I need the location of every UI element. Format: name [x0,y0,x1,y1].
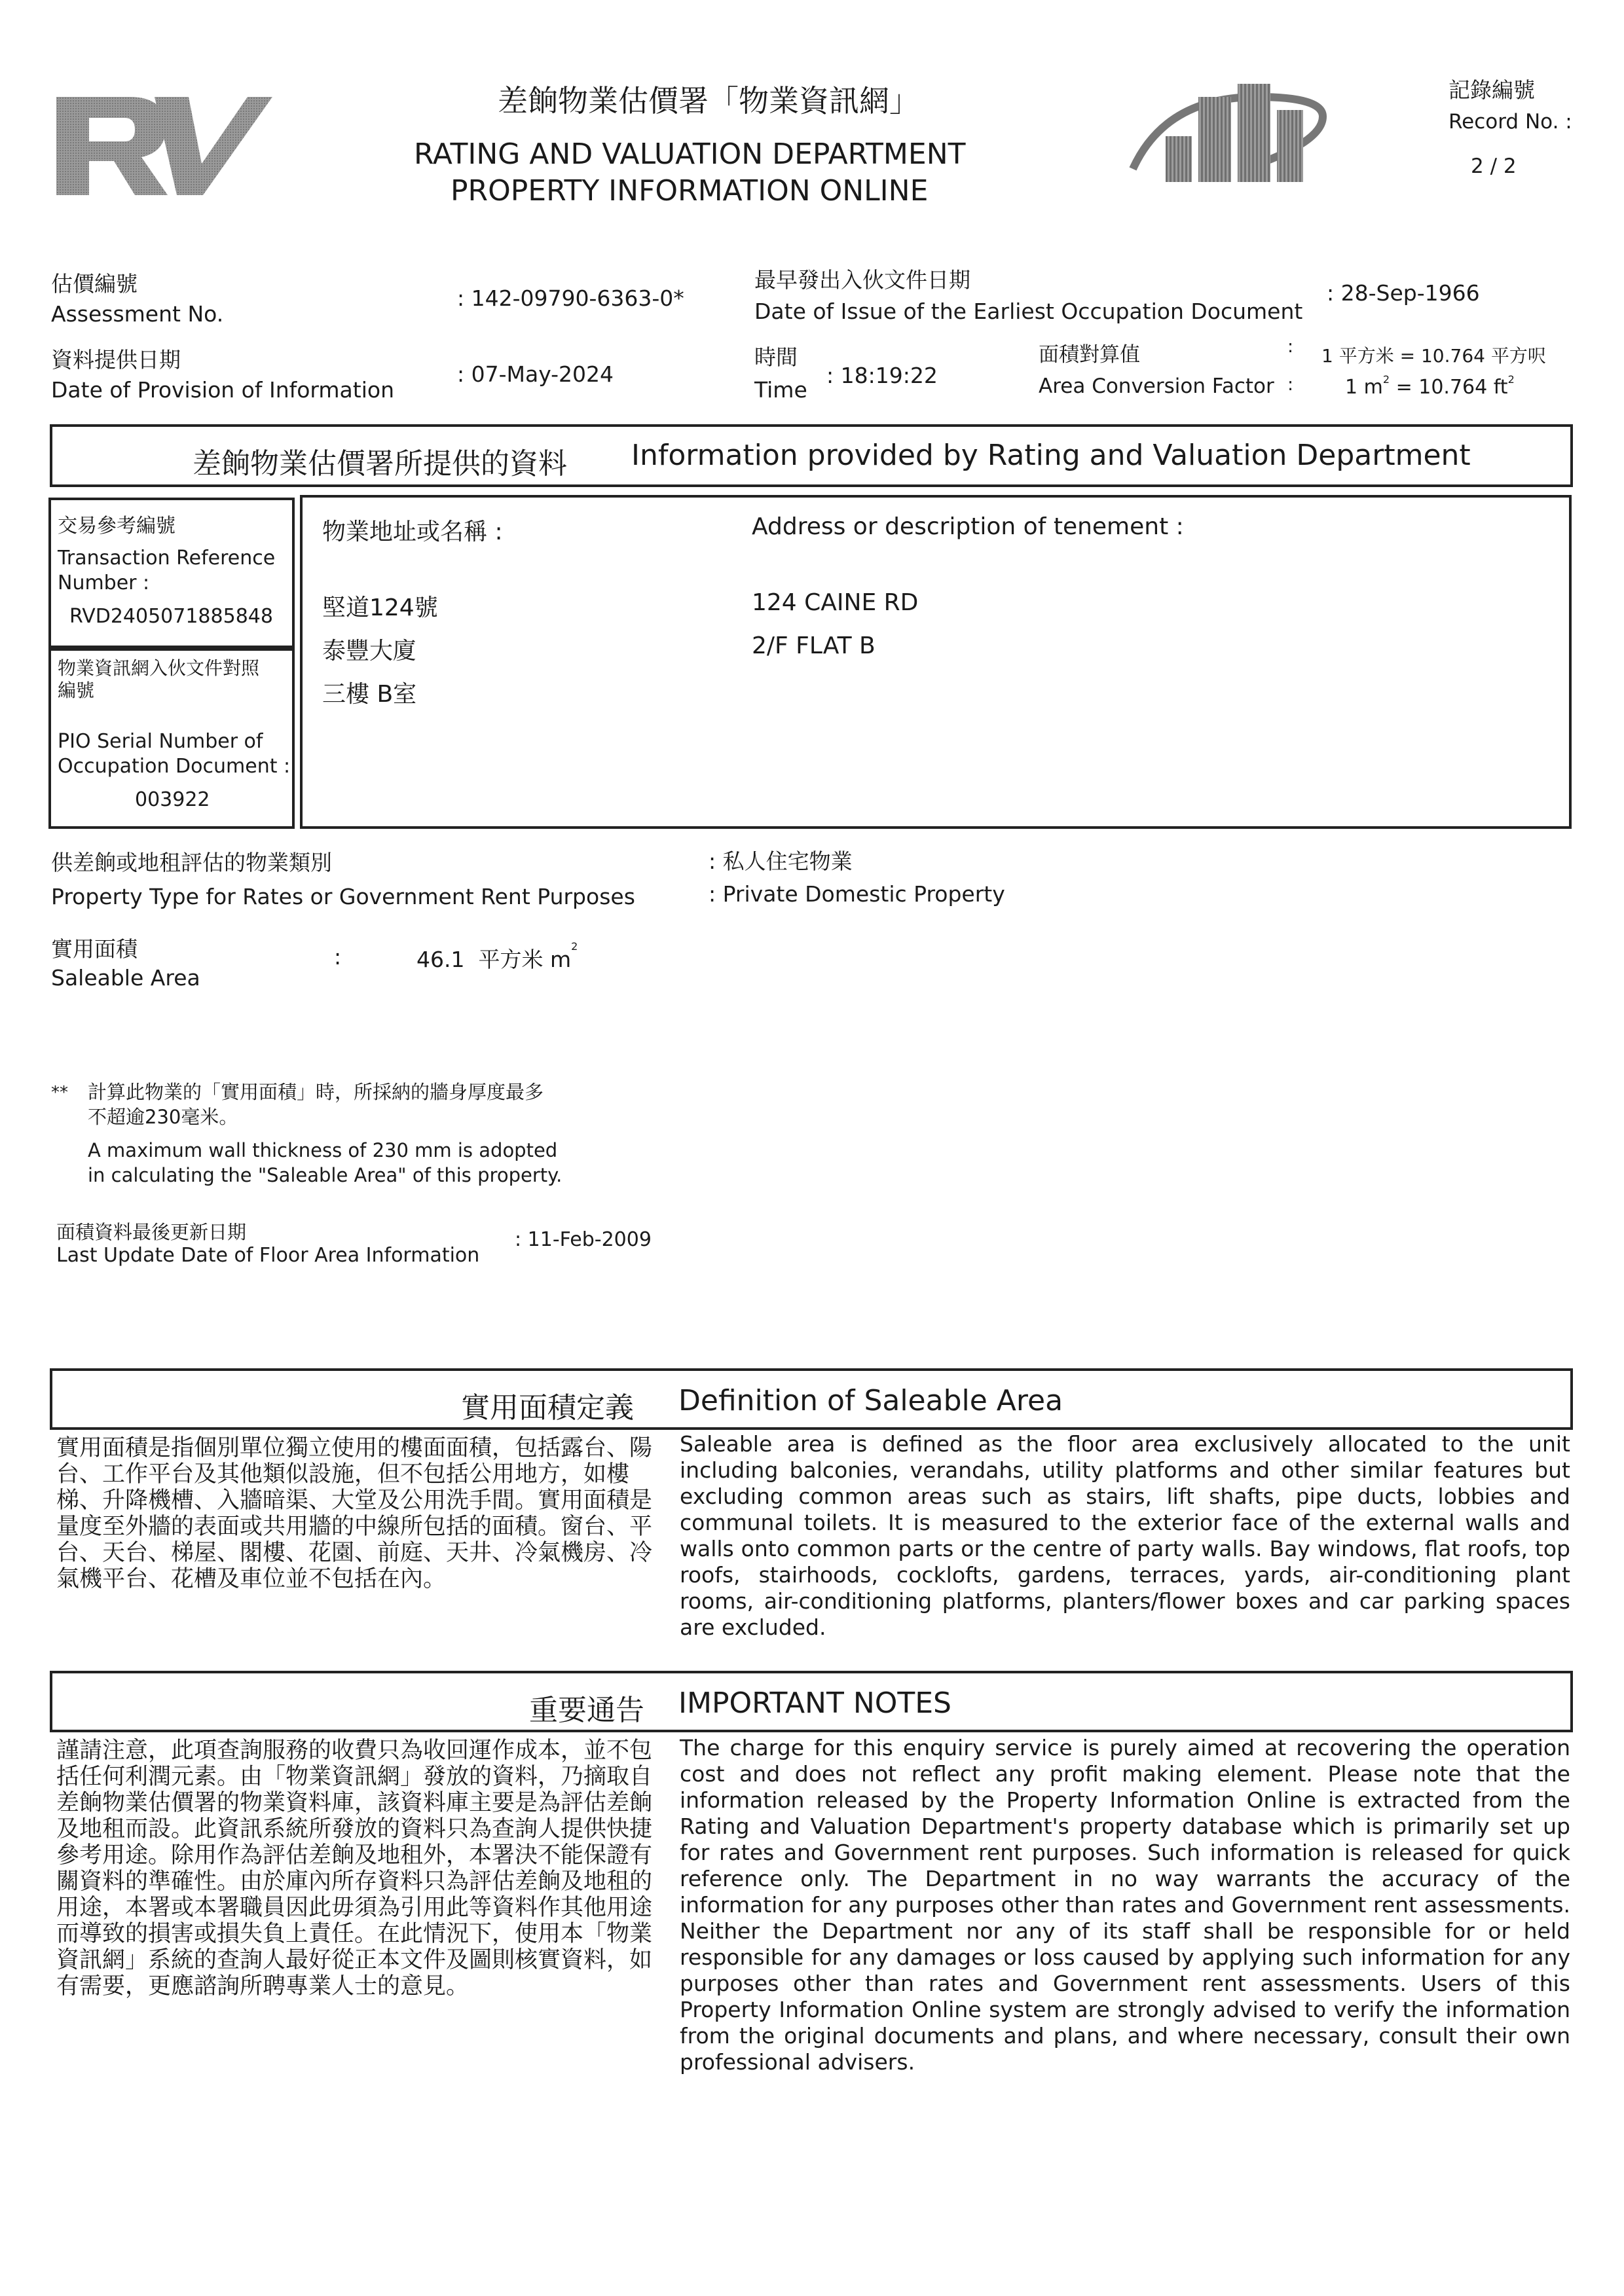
update-value: : 11-Feb-2009 [515,1228,652,1251]
definition-heading-en: Definition of Saleable Area [678,1384,1063,1417]
saleable-area-label-en: Saleable Area [51,965,200,991]
occupation-label-zh: 最早發出入伙文件日期 [754,267,970,293]
assessment-value: : 142-09790-6363-0* [457,285,684,311]
header-title-en-1: RATING AND VALUATION DEPARTMENT [414,137,966,171]
conversion-colon-1: : [1287,337,1294,357]
address-zh-line-3: 三樓 B室 [322,681,417,708]
notes-heading-en: IMPORTANT NOTES [678,1686,951,1720]
area-unit: 平方米 m [478,947,572,972]
update-label-zh: 面積資料最後更新日期 [56,1221,247,1243]
occupation-value: : 28-Sep-1966 [1327,280,1480,306]
time-label-en: Time [754,377,807,403]
txn-value: RVD2405071885848 [69,605,273,628]
definition-body-en: Saleable area is defined as the floor area exclusively allocated to the unit including balconies, verandahs, utility platforms and other similar features but excluding common areas such as stairs, lift shafts, pipe ducts, lobbies and communal toilets. It is measured to the exterior face of the external walls and walls onto common parts or the centre of party walls. Bay windows, flat roofs, top roofs, stairhoods, cocklofts, gardens, terraces, yards, air-conditioning plant rooms, air-conditioning platforms, planters/flower boxes and car parking spaces are excluded. [680,1431,1570,1640]
pio-serial-box [48,648,295,829]
saleable-area-label-zh: 實用面積 [51,936,138,962]
occupation-label-en: Date of Issue of the Earliest Occupation Document [754,299,1303,324]
address-zh-line-2: 泰豐大廈 [322,638,417,665]
sup-2: 2 [1382,373,1390,386]
conversion-en-b: = 10.764 ft [1390,376,1508,399]
rv-logo-icon [51,92,274,200]
conversion-label-zh: 面積對算值 [1039,343,1140,367]
rvd-section-heading-box [50,424,1573,487]
provision-value: : 07-May-2024 [457,361,614,387]
header-title-en-2: PROPERTY INFORMATION ONLINE [451,174,929,208]
time-value: : 18:19:22 [826,363,938,388]
note-mark: ** [51,1083,68,1102]
property-type-value-zh: : 私人住宅物業 [709,848,853,874]
conversion-value-en [1345,373,1515,399]
property-type-label-zh: 供差餉或地租評估的物業類別 [51,850,332,875]
address-zh-line-1: 堅道124號 [322,594,438,621]
property-type-label-en: Property Type for Rates or Government Rent Purposes [51,884,635,909]
note-zh-1: 計算此物業的「實用面積」時，所採納的牆身厚度最多 [88,1081,544,1103]
record-label-zh: 記錄編號 [1449,77,1535,103]
note-zh-2: 不超逾230毫米。 [88,1106,238,1128]
area-number: 46.1 [416,947,465,972]
address-label-zh: 物業地址或名稱 : [322,519,503,545]
note-en-1: A maximum wall thickness of 230 mm is adopted [88,1139,558,1161]
saleable-area-value [416,940,578,974]
area-sup: 2 [571,940,578,953]
pio-label-zh: 物業資訊網入伙文件對照編號 [58,657,260,701]
definition-heading-zh: 實用面積定義 [461,1391,634,1425]
conversion-en-a: 1 m [1345,376,1383,399]
sup-2b: 2 [1507,373,1515,386]
transaction-ref-box [48,498,295,648]
header-title-zh: 差餉物業估價署「物業資訊網」 [498,83,919,118]
conversion-label-en: Area Conversion Factor [1039,374,1274,398]
address-label-en: Address or description of tenement : [752,513,1184,540]
rvd-heading-en: Information provided by Rating and Valuation Department [631,439,1471,472]
saleable-area-colon: : [334,944,342,970]
rvd-heading-zh: 差餉物業估價署所提供的資料 [193,447,567,481]
notes-body-en: The charge for this enquiry service is purely aimed at recovering the operation cost and does not reflect any profit making element. Please note that the information released by the Property Information Online is extracted from the Rating and Valuation Department's property database which is primarily set up for rates and Government rent purposes. Such information is released for quick reference only. The Department in no way warrants the accuracy of the information for any purposes other than rates and Government rent assessments. Neither the Department nor any of its staff shall be responsible for or held responsible for any damages or loss caused by applying such information for any purposes other than rates and Government rent assessments. Users of this Property Information Online system are strongly advised to verify the information from the original documents and plans, and where necessary, consult their own professional advisers. [680,1735,1570,2075]
provision-label-en: Date of Provision of Information [51,377,394,403]
record-value: 2 / 2 [1471,155,1517,178]
pio-value: 003922 [135,788,210,811]
address-en-line-1: 124 CAINE RD [752,589,919,616]
address-box [300,495,1572,829]
txn-label-zh: 交易參考編號 [58,515,175,538]
assessment-label-en: Assessment No. [51,301,224,327]
notes-heading-zh: 重要通告 [529,1694,644,1727]
property-type-value-en: : Private Domestic Property [709,881,1005,907]
provision-label-zh: 資料提供日期 [51,347,181,373]
buildings-logo-icon [1126,71,1342,189]
pio-label-en: PIO Serial Number of Occupation Document : [58,730,291,778]
record-label-en: Record No. : [1449,110,1572,134]
notes-heading-box [50,1671,1573,1732]
definition-body-zh: 實用面積是指個別單位獨立使用的樓面面積，包括露台、陽台、工作平台及其他類似設施，但不包括公用地方，如樓梯、升降機槽、入牆暗渠、大堂及公用洗手間。實用面積是量度至外牆的表面或共用牆的中線所包括的面積。窗台、平台、天台、梯屋、閣樓、花園、前庭、天井、冷氣機房、冷氣機平台、花槽及車位並不包括在內。 [56,1435,653,1592]
conversion-value-zh: 1 平方米 = 10.764 平方呎 [1321,345,1546,367]
notes-body-zh: 謹請注意，此項查詢服務的收費只為收回運作成本，並不包括任何利潤元素。由「物業資訊網」發放的資料，乃摘取自差餉物業估價署的物業資料庫，該資料庫主要是為評估差餉及地租而設。此資訊系統所發放的資料只為查詢人提供快捷參考用途。除用作為評估差餉及地租外，本署決不能保證有關資料的準確性。由於庫內所存資料只為評估差餉及地租的用途，本署或本署職員因此毋須為引用此等資料作其他用途而導致的損害或損失負上責任。在此情況下，使用本「物業資訊網」系統的查詢人最好從正本文件及圖則核實資料，如有需要，更應諮詢所聘專業人士的意見。 [56,1738,653,1999]
address-en-line-2: 2/F FLAT B [752,632,876,659]
note-en-2: in calculating the "Saleable Area" of this property. [88,1164,563,1186]
conversion-colon-2: : [1287,374,1294,395]
assessment-label-zh: 估價編號 [51,271,138,297]
txn-label-en: Transaction Reference Number : [58,547,276,594]
update-label-en: Last Update Date of Floor Area Information [56,1244,480,1267]
definition-heading-box [50,1368,1573,1430]
time-label-zh: 時間 [754,344,798,370]
